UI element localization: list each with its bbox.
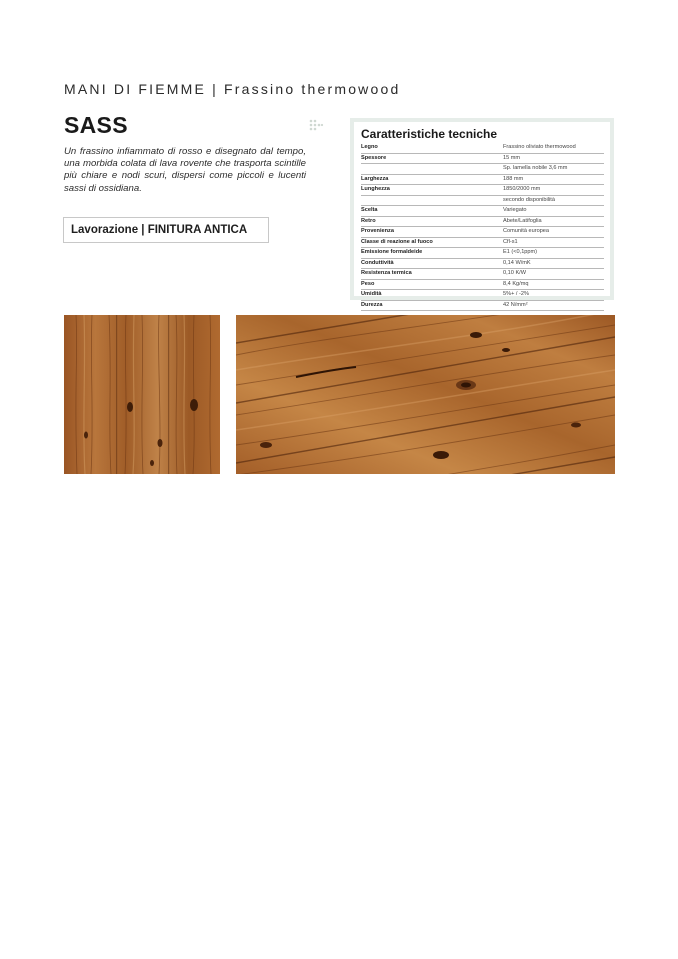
spec-label: Larghezza	[361, 175, 389, 182]
spec-label: Resistenza termica	[361, 270, 412, 276]
spec-label: Legno	[361, 144, 378, 150]
spec-value: Sp. lamella nobile 3,6 mm	[503, 165, 568, 171]
spec-label: Retro	[361, 217, 376, 224]
spec-value: secondo disponibilità	[503, 196, 555, 203]
spec-value: Variegato	[503, 207, 527, 213]
spec-row	[361, 206, 604, 217]
spec-label: Spessore	[361, 154, 387, 161]
spec-label: Classe di reazione al fuoco	[361, 238, 433, 245]
specs-title: Caratteristiche tecniche	[361, 127, 498, 141]
spec-label: Lunghezza	[361, 186, 390, 192]
product-description: Un frassino infiammato di rosso e disegnato dal tempo, una morbida colata di lava rovente che trasporta scintille più chiare e nodi scuri, dispersi come piccoli e lucenti sassi di ossidiana.	[64, 146, 306, 194]
spec-row	[361, 196, 604, 207]
spec-row	[361, 238, 604, 249]
spec-label	[361, 164, 503, 174]
spec-row	[361, 280, 604, 291]
wood-sample-vertical	[64, 315, 220, 474]
dots-decoration-icon	[308, 118, 324, 134]
spec-row	[361, 143, 604, 154]
spec-value: 0,14 W/mK	[503, 259, 531, 266]
wood-floor-photo	[236, 315, 615, 474]
spec-label: Scelta	[361, 207, 378, 213]
page-header: MANI DI FIEMME | Frassino thermowood	[64, 81, 401, 97]
spec-label	[361, 196, 503, 206]
spec-value: 15 mm	[503, 154, 521, 161]
spec-row	[361, 227, 604, 238]
spec-value: E1 (<0,1ppm)	[503, 249, 538, 255]
spec-row	[361, 175, 604, 186]
spec-row	[361, 259, 604, 270]
spec-value: 5%+ / -2%	[503, 291, 529, 297]
spec-value: 0,10 K/W	[503, 270, 527, 276]
spec-label: Umidità	[361, 291, 382, 297]
spec-value: 42 N/mm²	[503, 301, 528, 308]
finish-label: Lavorazione | FINITURA ANTICA	[63, 217, 269, 243]
spec-value: Frassino oliviato thermowood	[503, 144, 576, 150]
spec-value: 1850/2000 mm	[503, 186, 541, 192]
spec-value: Abete/Latifoglia	[503, 217, 542, 224]
product-title: SASS	[64, 112, 128, 138]
spec-value: 8,4 Kg/mq	[503, 280, 529, 287]
spec-row	[361, 217, 604, 228]
technical-specs-panel	[350, 118, 614, 308]
spec-label: Provenienza	[361, 228, 394, 234]
spec-row	[361, 185, 604, 196]
spec-label: Emissione formaldeide	[361, 249, 423, 255]
spec-row	[361, 248, 604, 259]
spec-value: Comunità europea	[503, 228, 550, 234]
spec-row	[361, 164, 604, 175]
spec-value: 188 mm	[503, 175, 524, 182]
spec-label: Peso	[361, 280, 375, 287]
spec-row	[361, 269, 604, 280]
spec-label: Durezza	[361, 301, 383, 308]
spec-label: Conduttività	[361, 259, 394, 266]
specs-table	[361, 143, 604, 311]
spec-value: Cfl-s1	[503, 238, 518, 245]
spec-row	[361, 290, 604, 301]
spec-row	[361, 301, 604, 312]
spec-row	[361, 154, 604, 165]
